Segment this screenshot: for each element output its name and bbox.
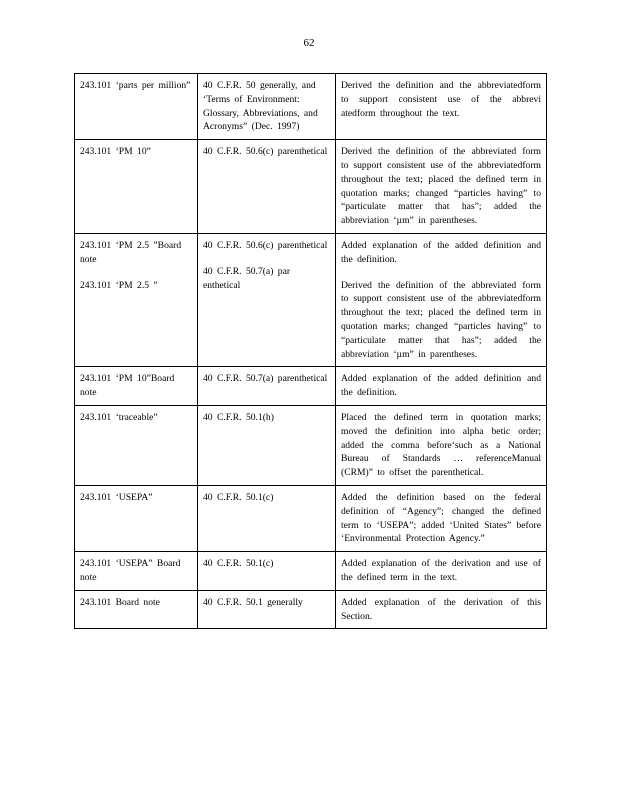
source-text: 40 C.F.R. 50.6(c) parenthetical — [203, 239, 328, 251]
source-cell: 40 C.F.R. 50.6(c) parenthetical — [198, 140, 336, 234]
explanation-cell — [336, 233, 547, 366]
explanation-cell: Placed the defined term in quotation marks; moved the definition into alpha betic order; added the comma before‘such as a National Bureau of Standards … referenceManual (CRM)” to offset the parenthetical. — [336, 405, 547, 485]
table-row — [75, 552, 547, 591]
source-cell: 40 C.F.R. 50.1(h) — [198, 405, 336, 485]
explanation-cell: Derived the definition and the abbreviatedform to support consistent use of the abbrevi atedform throughout the text. — [336, 74, 547, 140]
derivation-table — [74, 73, 547, 629]
explanation-cell: Derived the definition of the abbreviated form to support consistent use of the abbreviatedform throughout the text; placed the defined term in quotation marks; changed “particles having” to “particulate matter that has”; added the abbreviation ‘µm” in parentheses. — [336, 140, 547, 234]
source-cell: 40 C.F.R. 50.1(c) — [198, 485, 336, 551]
section-cell: 243.101 ‘traceable” — [75, 405, 198, 485]
section-cell: 243.101 ‘PM 10” — [75, 140, 198, 234]
explanation-cell: Added explanation of the added definition and the definition. — [336, 367, 547, 406]
source-text-2: 40 C.F.R. 50.7(a) par enthetical — [203, 265, 291, 291]
page-number: 62 — [303, 37, 315, 49]
explanation-cell: Added the definition based on the federal definition of “Agency”; changed the defined term to ‘USEPA”; added ‘United States” before ‘Environmental Protection Agency.” — [336, 485, 547, 551]
section-cell: 243.101 ‘USEPA” — [75, 485, 198, 551]
explanation-cell: Added explanation of the derivation of this Section. — [336, 590, 547, 629]
source-cell: 40 C.F.R. 50 generally, and ‘Terms of Environment: Glossary, Abbreviations, and Acronyms” (Dec. 1997) — [198, 74, 336, 140]
source-cell: 40 C.F.R. 50.7(a) parenthetical — [198, 367, 336, 406]
explanation-cell: Added explanation of the derivation and use of the defined term in the text. — [336, 552, 547, 591]
table-row — [75, 233, 547, 366]
source-cell: 40 C.F.R. 50.1(c) — [198, 552, 336, 591]
explanation-text: Added explanation of the added definition and the definition. — [341, 239, 541, 265]
section-cell: 243.101 ‘PM 10”Board note — [75, 367, 198, 406]
section-cell: 243.101 Board note — [75, 590, 198, 629]
explanation-text-2: Derived the definition of the abbreviated form to support consistent use of the abbreviatedform throughout the text; placed the defined term in quotation marks; changed “particles having” to “particulate matter that has”; added the abbreviation ‘µm” in parentheses. — [341, 279, 541, 360]
section-text-2: 243.101 ‘PM 2.5 ” — [80, 279, 158, 291]
section-text: 243.101 ‘PM 2.5 ”Board note — [80, 239, 182, 265]
table-row — [75, 590, 547, 629]
table-row — [75, 367, 547, 406]
section-cell: 243.101 ‘USEPA” Board note — [75, 552, 198, 591]
table-row — [75, 140, 547, 234]
table-row — [75, 74, 547, 140]
source-cell — [198, 233, 336, 366]
section-cell — [75, 233, 198, 366]
source-cell: 40 C.F.R. 50.1 generally — [198, 590, 336, 629]
section-cell: 243.101 ‘parts per million” — [75, 74, 198, 140]
table-row — [75, 485, 547, 551]
table-row — [75, 405, 547, 485]
